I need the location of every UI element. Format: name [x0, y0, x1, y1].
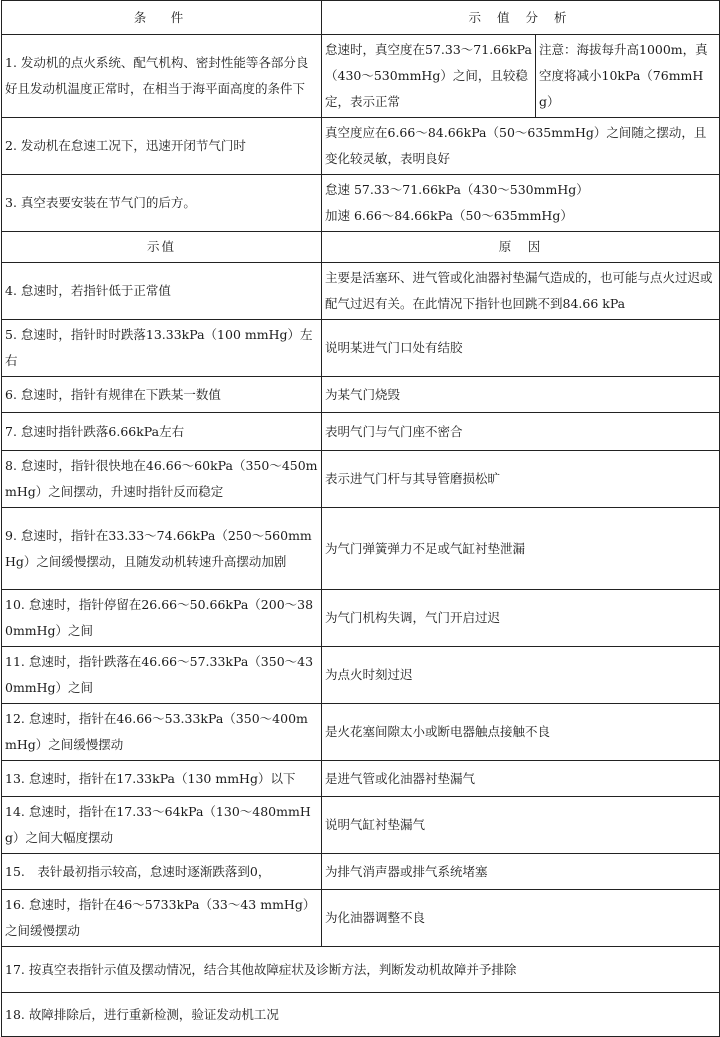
header-row [2, 1, 720, 35]
row17-text: 17. 按真空表指针示值及摆动情况，结合其他故障症状及诊断方法，判断发动机故障并予排除 [2, 947, 720, 993]
row18-text: 18. 故障排除后，进行重新检测，验证发动机工况 [2, 993, 720, 1037]
table-row-3 [2, 175, 720, 232]
row-cause: 为气门弹簧弹力不足或气缸衬垫泄漏 [322, 508, 720, 590]
row-value: 9. 怠速时，指针在33.33～74.66kPa（250～560mmHg）之间缓慢摆动，且随发动机转速升高摆动加剧 [2, 508, 322, 590]
row3-analysis-idle: 怠速 57.33～71.66kPa（430～530mmHg） [325, 182, 589, 197]
table-row-14 [2, 797, 720, 854]
row3-analysis [322, 175, 720, 232]
table-row-10 [2, 590, 720, 647]
header-condition: 条 件 [2, 1, 322, 35]
row-value: 13. 怠速时，指针在17.33kPa（130 mmHg）以下 [2, 761, 322, 797]
row-cause: 表示进气门杆与其导管磨损松旷 [322, 451, 720, 508]
row-value: 6. 怠速时，指针有规律在下跌某一数值 [2, 377, 322, 413]
row-cause: 为某气门烧毁 [322, 377, 720, 413]
row-cause: 说明某进气门口处有结胶 [322, 320, 720, 377]
table-row-4 [2, 263, 720, 320]
row-value: 15. 表针最初指示较高，怠速时逐渐跌落到0， [2, 854, 322, 890]
row1-note: 注意：海拔每升高1000m，真空度将减小10kPa（76mmHg） [536, 35, 720, 118]
subheader-value: 示值 [2, 232, 322, 263]
row-cause: 为气门机构失调，气门开启过迟 [322, 590, 720, 647]
row2-condition: 2. 发动机在怠速工况下，迅速开闭节气门时 [2, 118, 322, 175]
row3-condition: 3. 真空表要安装在节气门的后方。 [2, 175, 322, 232]
table-row-15 [2, 854, 720, 890]
row-value: 10. 怠速时，指针停留在26.66～50.66kPa（200～380mmHg）之间 [2, 590, 322, 647]
table-row-16 [2, 890, 720, 947]
row1-analysis: 怠速时，真空度在57.33～71.66kPa（430～530mmHg）之间，且较稳定，表示正常 [322, 35, 536, 118]
table-row-13 [2, 761, 720, 797]
table-row-8 [2, 451, 720, 508]
row-cause: 为化油器调整不良 [322, 890, 720, 947]
row1-condition: 1. 发动机的点火系统、配气机构、密封性能等各部分良好且发动机温度正常时，在相当于海平面高度的条件下 [2, 35, 322, 118]
subheader-row [2, 232, 720, 263]
row-cause: 为排气消声器或排气系统堵塞 [322, 854, 720, 890]
row-value: 4. 怠速时，若指针低于正常值 [2, 263, 322, 320]
table-row-17 [2, 947, 720, 993]
row2-analysis: 真空度应在6.66～84.66kPa（50～635mmHg）之间随之摆动，且变化较灵敏，表明良好 [322, 118, 720, 175]
table-row-9 [2, 508, 720, 590]
row-cause: 是进气管或化油器衬垫漏气 [322, 761, 720, 797]
vacuum-gauge-table [1, 0, 720, 1037]
row-cause: 说明气缸衬垫漏气 [322, 797, 720, 854]
row-cause: 为点火时刻过迟 [322, 647, 720, 704]
row-value: 8. 怠速时，指针很快地在46.66～60kPa（350～450mmHg）之间摆动，升速时指针反而稳定 [2, 451, 322, 508]
table-row-5 [2, 320, 720, 377]
table-row-6 [2, 377, 720, 413]
row-value: 7. 怠速时指针跌落6.66kPa左右 [2, 413, 322, 451]
table-row-18 [2, 993, 720, 1037]
row-cause: 主要是活塞环、进气管或化油器衬垫漏气造成的，也可能与点火过迟或配气过迟有关。在此情况下指针也回跳不到84.66 kPa [322, 263, 720, 320]
row-cause: 表明气门与气门座不密合 [322, 413, 720, 451]
table-row-12 [2, 704, 720, 761]
row-cause: 是火花塞间隙太小或断电器触点接触不良 [322, 704, 720, 761]
table-row-11 [2, 647, 720, 704]
header-analysis: 示 值 分 析 [322, 1, 720, 35]
row-value: 16. 怠速时，指针在46～5733kPa（33～43 mmHg）之间缓慢摆动 [2, 890, 322, 947]
row-value: 12. 怠速时，指针在46.66～53.33kPa（350～400mmHg）之间缓慢摆动 [2, 704, 322, 761]
table-row-2 [2, 118, 720, 175]
table-row-7 [2, 413, 720, 451]
table-row-1 [2, 35, 720, 118]
subheader-cause: 原 因 [322, 232, 720, 263]
row-value: 5. 怠速时，指针时时跌落13.33kPa（100 mmHg）左右 [2, 320, 322, 377]
row3-analysis-accel: 加速 6.66～84.66kPa（50～635mmHg） [325, 208, 573, 223]
row-value: 11. 怠速时，指针跌落在46.66～57.33kPa（350～430mmHg）之间 [2, 647, 322, 704]
row-value: 14. 怠速时，指针在17.33～64kPa（130～480mmHg）之间大幅度摆动 [2, 797, 322, 854]
